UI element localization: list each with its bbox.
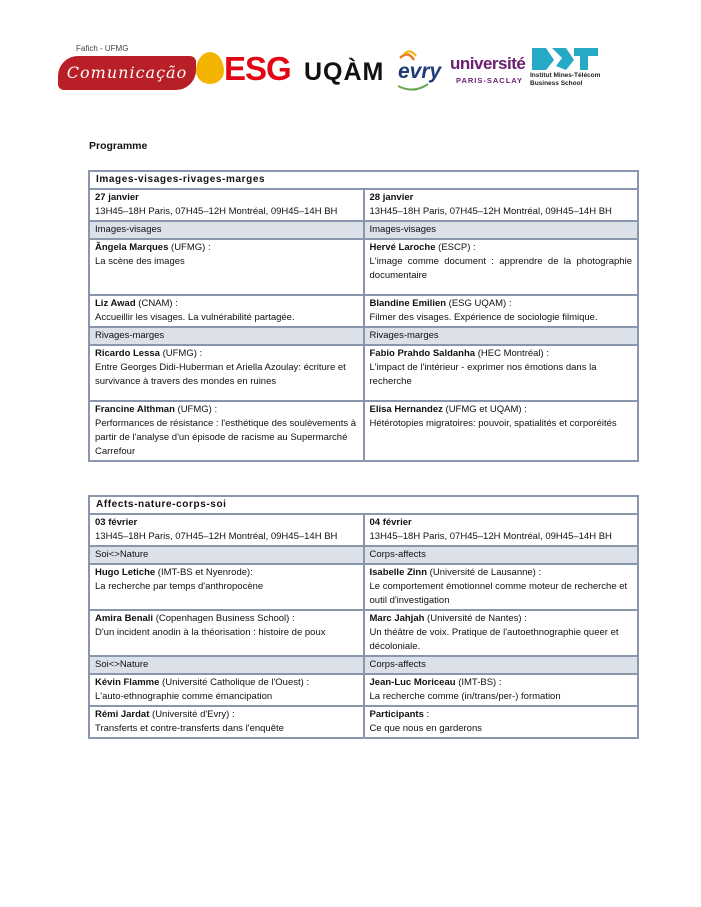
speaker-name: Hervé Laroche bbox=[369, 242, 436, 253]
talk-title: Entre Georges Didi-Huberman et Ariella Azoulay: écriture et survivance à travers des mondes en ruines bbox=[95, 362, 346, 387]
speaker-affiliation: (UFMG) : bbox=[168, 242, 211, 253]
block-title: Images-visages-rivages-marges bbox=[89, 171, 638, 189]
speaker-affiliation: (CNAM) : bbox=[135, 298, 178, 309]
speaker bbox=[370, 612, 633, 626]
imt-logo-mark bbox=[530, 46, 600, 72]
day-cell bbox=[364, 514, 639, 546]
talk-title: Le comportement émotionnel comme moteur de recherche et outil d'investigation bbox=[369, 581, 628, 606]
speaker-affiliation: (Université d'Evry) : bbox=[149, 709, 235, 720]
session-cell bbox=[89, 610, 364, 656]
day-date: 27 janvier bbox=[95, 192, 139, 203]
speaker-name: Participants bbox=[369, 709, 424, 720]
speaker bbox=[370, 347, 633, 361]
speaker-affiliation: (ESG UQAM) : bbox=[446, 298, 512, 309]
session-cell bbox=[89, 706, 364, 738]
session-cell bbox=[89, 345, 364, 401]
speaker-affiliation: (UFMG) : bbox=[174, 404, 218, 415]
speaker-name: Blandine Emilien bbox=[369, 298, 447, 309]
programme-title: Programme bbox=[89, 140, 148, 152]
day-time: 13H45–18H Paris, 07H45–12H Montréal, 09H45–14H BH bbox=[95, 531, 338, 542]
paris-saclay-subtitle: PARIS-SACLAY bbox=[456, 76, 524, 85]
talk-title: Accueillir les visages. La vulnérabilité partagée. bbox=[95, 312, 295, 323]
section-header: Rivages-marges bbox=[364, 327, 639, 345]
speaker bbox=[95, 566, 358, 580]
speaker-affiliation: (ESCP) : bbox=[435, 242, 476, 253]
uqam-logo: UQÀM bbox=[304, 58, 385, 86]
speaker-name: Ricardo Lessa bbox=[95, 348, 160, 359]
speaker-affiliation: : bbox=[423, 709, 430, 720]
speaker-affiliation: (IMT-BS) : bbox=[455, 677, 502, 688]
session-cell bbox=[364, 706, 639, 738]
speaker-name: Kévin Flamme bbox=[95, 677, 160, 688]
speaker-name: Elisa Hernandez bbox=[369, 404, 443, 415]
speaker-name: Marc Jahjah bbox=[369, 613, 425, 624]
session-cell bbox=[364, 564, 639, 610]
speaker bbox=[95, 612, 358, 626]
session-cell bbox=[89, 239, 364, 295]
session-cell bbox=[364, 295, 639, 327]
day-date: 03 février bbox=[95, 517, 138, 528]
speaker bbox=[95, 297, 358, 311]
section-header: Corps-affects bbox=[364, 546, 639, 564]
speaker-name: Isabelle Zinn bbox=[369, 567, 428, 578]
speaker-affiliation: (Copenhagen Business School) : bbox=[153, 613, 295, 624]
speaker-affiliation: (Université de Lausanne) : bbox=[427, 567, 542, 578]
day-date: 28 janvier bbox=[369, 192, 414, 203]
talk-title: Performances de résistance : l'esthétique des soulèvements à partir de l'analyse d'un épisode de racisme au Supermarché Carrefour bbox=[95, 418, 357, 457]
programme-table-1 bbox=[88, 170, 639, 462]
session-cell bbox=[89, 564, 364, 610]
session-cell bbox=[364, 401, 639, 461]
day-cell bbox=[364, 189, 639, 221]
speaker bbox=[370, 676, 633, 690]
imt-name: Institut Mines-Télécom bbox=[530, 72, 601, 79]
section-header: Soi<>Nature bbox=[89, 656, 364, 674]
speaker bbox=[370, 241, 633, 255]
speaker-name: Amira Benali bbox=[95, 613, 154, 624]
speaker bbox=[370, 297, 633, 311]
talk-title: Filmer des visages. Expérience de sociologie filmique. bbox=[369, 312, 598, 323]
session-cell bbox=[364, 610, 639, 656]
day-cell bbox=[89, 189, 364, 221]
speaker-name: Jean-Luc Moriceau bbox=[369, 677, 456, 688]
speaker-name: Francine Althman bbox=[95, 404, 175, 415]
speaker-name: Liz Awad bbox=[95, 298, 136, 309]
block-title: Affects-nature-corps-soi bbox=[89, 496, 638, 514]
speaker bbox=[370, 403, 633, 417]
section-header: Corps-affects bbox=[364, 656, 639, 674]
talk-title: L'impact de l'intérieur - exprimer nos émotions dans la recherche bbox=[369, 362, 597, 387]
day-time: 13H45–18H Paris, 07H45–12H Montréal, 09H45–14H BH bbox=[95, 206, 338, 217]
speaker bbox=[95, 676, 358, 690]
flame-icon bbox=[196, 52, 224, 84]
talk-title: Ce que nous en garderons bbox=[369, 723, 482, 734]
section-header: Images-visages bbox=[89, 221, 364, 239]
talk-title: La recherche comme (in/trans/per-) formation bbox=[369, 691, 561, 702]
talk-title: Un théâtre de voix. Pratique de l'autoethnographie queer et décoloniale. bbox=[369, 627, 619, 652]
speaker-affiliation: (Université de Nantes) : bbox=[424, 613, 527, 624]
section-header: Soi<>Nature bbox=[89, 546, 364, 564]
talk-title: L'image comme document : apprendre de la photographie documentaire bbox=[369, 256, 632, 281]
speaker bbox=[370, 566, 633, 580]
comunicacao-logo: Comunicação bbox=[58, 56, 196, 90]
talk-title: Hétérotopies migratoires: pouvoir, spatialités et corporéités bbox=[369, 418, 617, 429]
speaker-affiliation: (Université Catholique de l'Ouest) : bbox=[159, 677, 310, 688]
speaker bbox=[370, 708, 633, 722]
speaker-affiliation: (HEC Montréal) : bbox=[475, 348, 549, 359]
talk-title: L'auto-ethnographie comme émancipation bbox=[95, 691, 273, 702]
talk-title: La scène des images bbox=[95, 256, 185, 267]
talk-title: Transferts et contre-transferts dans l'enquête bbox=[95, 723, 284, 734]
speaker bbox=[95, 241, 358, 255]
programme-table-2 bbox=[88, 495, 639, 739]
paris-saclay-logo: université bbox=[450, 54, 526, 73]
session-cell bbox=[89, 295, 364, 327]
session-cell bbox=[364, 239, 639, 295]
section-header: Images-visages bbox=[364, 221, 639, 239]
day-time: 13H45–18H Paris, 07H45–12H Montréal, 09H45–14H BH bbox=[369, 531, 612, 542]
day-date: 04 février bbox=[369, 517, 412, 528]
talk-title: La recherche par temps d'anthropocène bbox=[95, 581, 264, 592]
speaker-name: Rémi Jardat bbox=[95, 709, 150, 720]
speaker-name: Ângela Marques bbox=[95, 242, 169, 253]
speaker bbox=[95, 708, 358, 722]
partner-logos bbox=[58, 44, 618, 96]
session-cell bbox=[89, 401, 364, 461]
speaker-name: Fabio Prahdo Saldanha bbox=[369, 348, 476, 359]
speaker-affiliation: (UFMG et UQAM) : bbox=[442, 404, 527, 415]
session-cell bbox=[364, 674, 639, 706]
day-cell bbox=[89, 514, 364, 546]
imt-school: Business School bbox=[530, 80, 583, 87]
speaker bbox=[95, 403, 358, 417]
speaker-name: Hugo Letiche bbox=[95, 567, 156, 578]
section-header: Rivages-marges bbox=[89, 327, 364, 345]
esg-logo: ESG bbox=[224, 50, 291, 87]
session-cell bbox=[364, 345, 639, 401]
evry-logo: evry bbox=[398, 60, 442, 83]
day-time: 13H45–18H Paris, 07H45–12H Montréal, 09H45–14H BH bbox=[369, 206, 612, 217]
speaker bbox=[95, 347, 358, 361]
speaker-affiliation: (IMT-BS et Nyenrode): bbox=[155, 567, 253, 578]
talk-title: D'un incident anodin à la théorisation : histoire de poux bbox=[95, 627, 326, 638]
fafich-label: Fafich - UFMG bbox=[76, 44, 129, 53]
session-cell bbox=[89, 674, 364, 706]
speaker-affiliation: (UFMG) : bbox=[159, 348, 203, 359]
